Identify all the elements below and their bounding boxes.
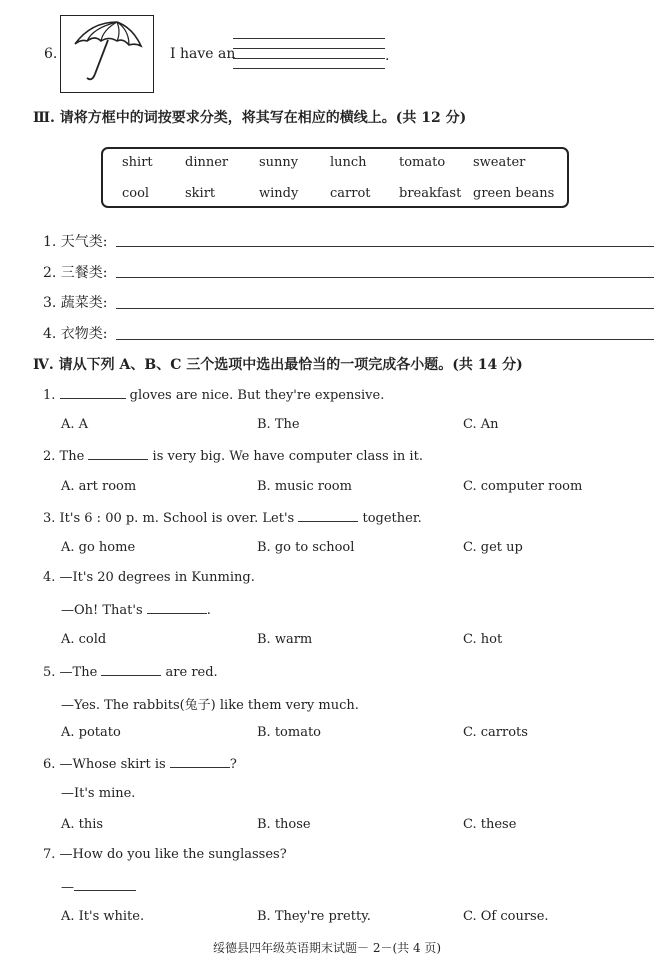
question-text: 3. It's 6 : 00 p. m. School is over. Let's — [43, 511, 299, 526]
question-6 — [43, 755, 237, 772]
section-4-heading: Ⅳ. 请从下列 A、B、C 三个选项中选出最恰当的一项完成各小题。(共 14 分) — [33, 357, 523, 373]
option-c[interactable]: C. get up — [463, 540, 523, 555]
word-item: sunny — [259, 155, 299, 170]
question-text: 2. The — [43, 449, 89, 464]
answer-blank[interactable] — [147, 601, 207, 614]
word-item: breakfast — [399, 186, 462, 201]
question-text: 1. — [43, 388, 60, 403]
umbrella-picture-frame — [60, 15, 154, 93]
answer-blank[interactable] — [74, 878, 136, 891]
category-label-meals: 2. 三餐类: — [43, 265, 108, 281]
option-c[interactable]: C. these — [463, 817, 517, 832]
answer-blank[interactable] — [101, 663, 161, 676]
answer-blank[interactable] — [88, 447, 148, 460]
option-a[interactable]: A. potato — [61, 725, 121, 740]
question-4: 4. —It's 20 degrees in Kunming. — [43, 570, 255, 585]
category-answer-line[interactable] — [116, 246, 654, 247]
word-item: dinner — [185, 155, 229, 170]
option-a[interactable]: A. cold — [61, 632, 107, 647]
question-text: are red. — [161, 665, 218, 680]
option-a[interactable]: A. A — [61, 417, 89, 432]
question-6-text: I have an — [170, 46, 236, 62]
option-b[interactable]: B. tomato — [257, 725, 321, 740]
question-4-line2 — [61, 601, 211, 618]
option-a[interactable]: A. art room — [61, 479, 137, 494]
word-item: skirt — [185, 186, 216, 201]
question-6-line2: —It's mine. — [61, 786, 136, 801]
question-text: . — [206, 603, 211, 618]
word-item: windy — [259, 186, 299, 201]
question-text: 6. —Whose skirt is — [43, 757, 170, 772]
question-2 — [43, 447, 423, 464]
answer-blank[interactable] — [298, 509, 358, 522]
question-text: — — [61, 880, 74, 895]
question-text: ? — [229, 757, 237, 772]
word-item: sweater — [473, 155, 526, 170]
word-item: green beans — [473, 186, 555, 201]
option-c[interactable]: C. computer room — [463, 479, 583, 494]
category-answer-line[interactable] — [116, 277, 654, 278]
question-text: —Oh! That's — [61, 603, 147, 618]
category-label-weather: 1. 天气类: — [43, 234, 108, 250]
option-b[interactable]: B. those — [257, 817, 311, 832]
answer-line[interactable] — [233, 68, 385, 69]
question-text: is very big. We have computer class in it. — [148, 449, 423, 464]
answer-blank[interactable] — [60, 386, 126, 399]
word-item: lunch — [330, 155, 367, 170]
option-a[interactable]: A. go home — [61, 540, 136, 555]
page-footer: 绥德县四年级英语期末试题－ 2－(共 4 页) — [213, 941, 442, 955]
category-label-clothes: 4. 衣物类: — [43, 326, 108, 342]
answer-blank[interactable] — [170, 755, 230, 768]
option-a[interactable]: A. It's white. — [61, 909, 145, 924]
answer-line[interactable] — [233, 48, 385, 49]
category-answer-line[interactable] — [116, 339, 654, 340]
umbrella-icon — [61, 16, 153, 92]
option-c[interactable]: C. An — [463, 417, 499, 432]
question-7-line2 — [61, 878, 136, 895]
question-3 — [43, 509, 422, 526]
option-c[interactable]: C. hot — [463, 632, 503, 647]
answer-line[interactable] — [233, 58, 385, 59]
word-item: carrot — [330, 186, 371, 201]
option-b[interactable]: B. They're pretty. — [257, 909, 371, 924]
question-text: together. — [358, 511, 422, 526]
option-b[interactable]: B. The — [257, 417, 300, 432]
option-b[interactable]: B. warm — [257, 632, 313, 647]
option-c[interactable]: C. Of course. — [463, 909, 549, 924]
question-7: 7. —How do you like the sunglasses? — [43, 847, 287, 862]
section-3-heading: Ⅲ. 请将方框中的词按要求分类，将其写在相应的横线上。(共 12 分) — [33, 110, 467, 126]
word-item: shirt — [122, 155, 153, 170]
word-item: cool — [122, 186, 150, 201]
option-a[interactable]: A. this — [61, 817, 104, 832]
option-b[interactable]: B. music room — [257, 479, 352, 494]
question-5-line2: —Yes. The rabbits(兔子) like them very much. — [61, 698, 359, 713]
question-5 — [43, 663, 218, 680]
category-label-vegetables: 3. 蔬菜类: — [43, 295, 108, 311]
category-answer-line[interactable] — [116, 308, 654, 309]
question-1 — [43, 386, 384, 403]
question-6-period: . — [385, 48, 390, 64]
answer-line[interactable] — [233, 38, 385, 39]
question-text: 5. —The — [43, 665, 102, 680]
option-b[interactable]: B. go to school — [257, 540, 355, 555]
question-6-number: 6. — [44, 46, 58, 62]
question-text: gloves are nice. But they're expensive. — [125, 388, 385, 403]
word-item: tomato — [399, 155, 446, 170]
option-c[interactable]: C. carrots — [463, 725, 528, 740]
